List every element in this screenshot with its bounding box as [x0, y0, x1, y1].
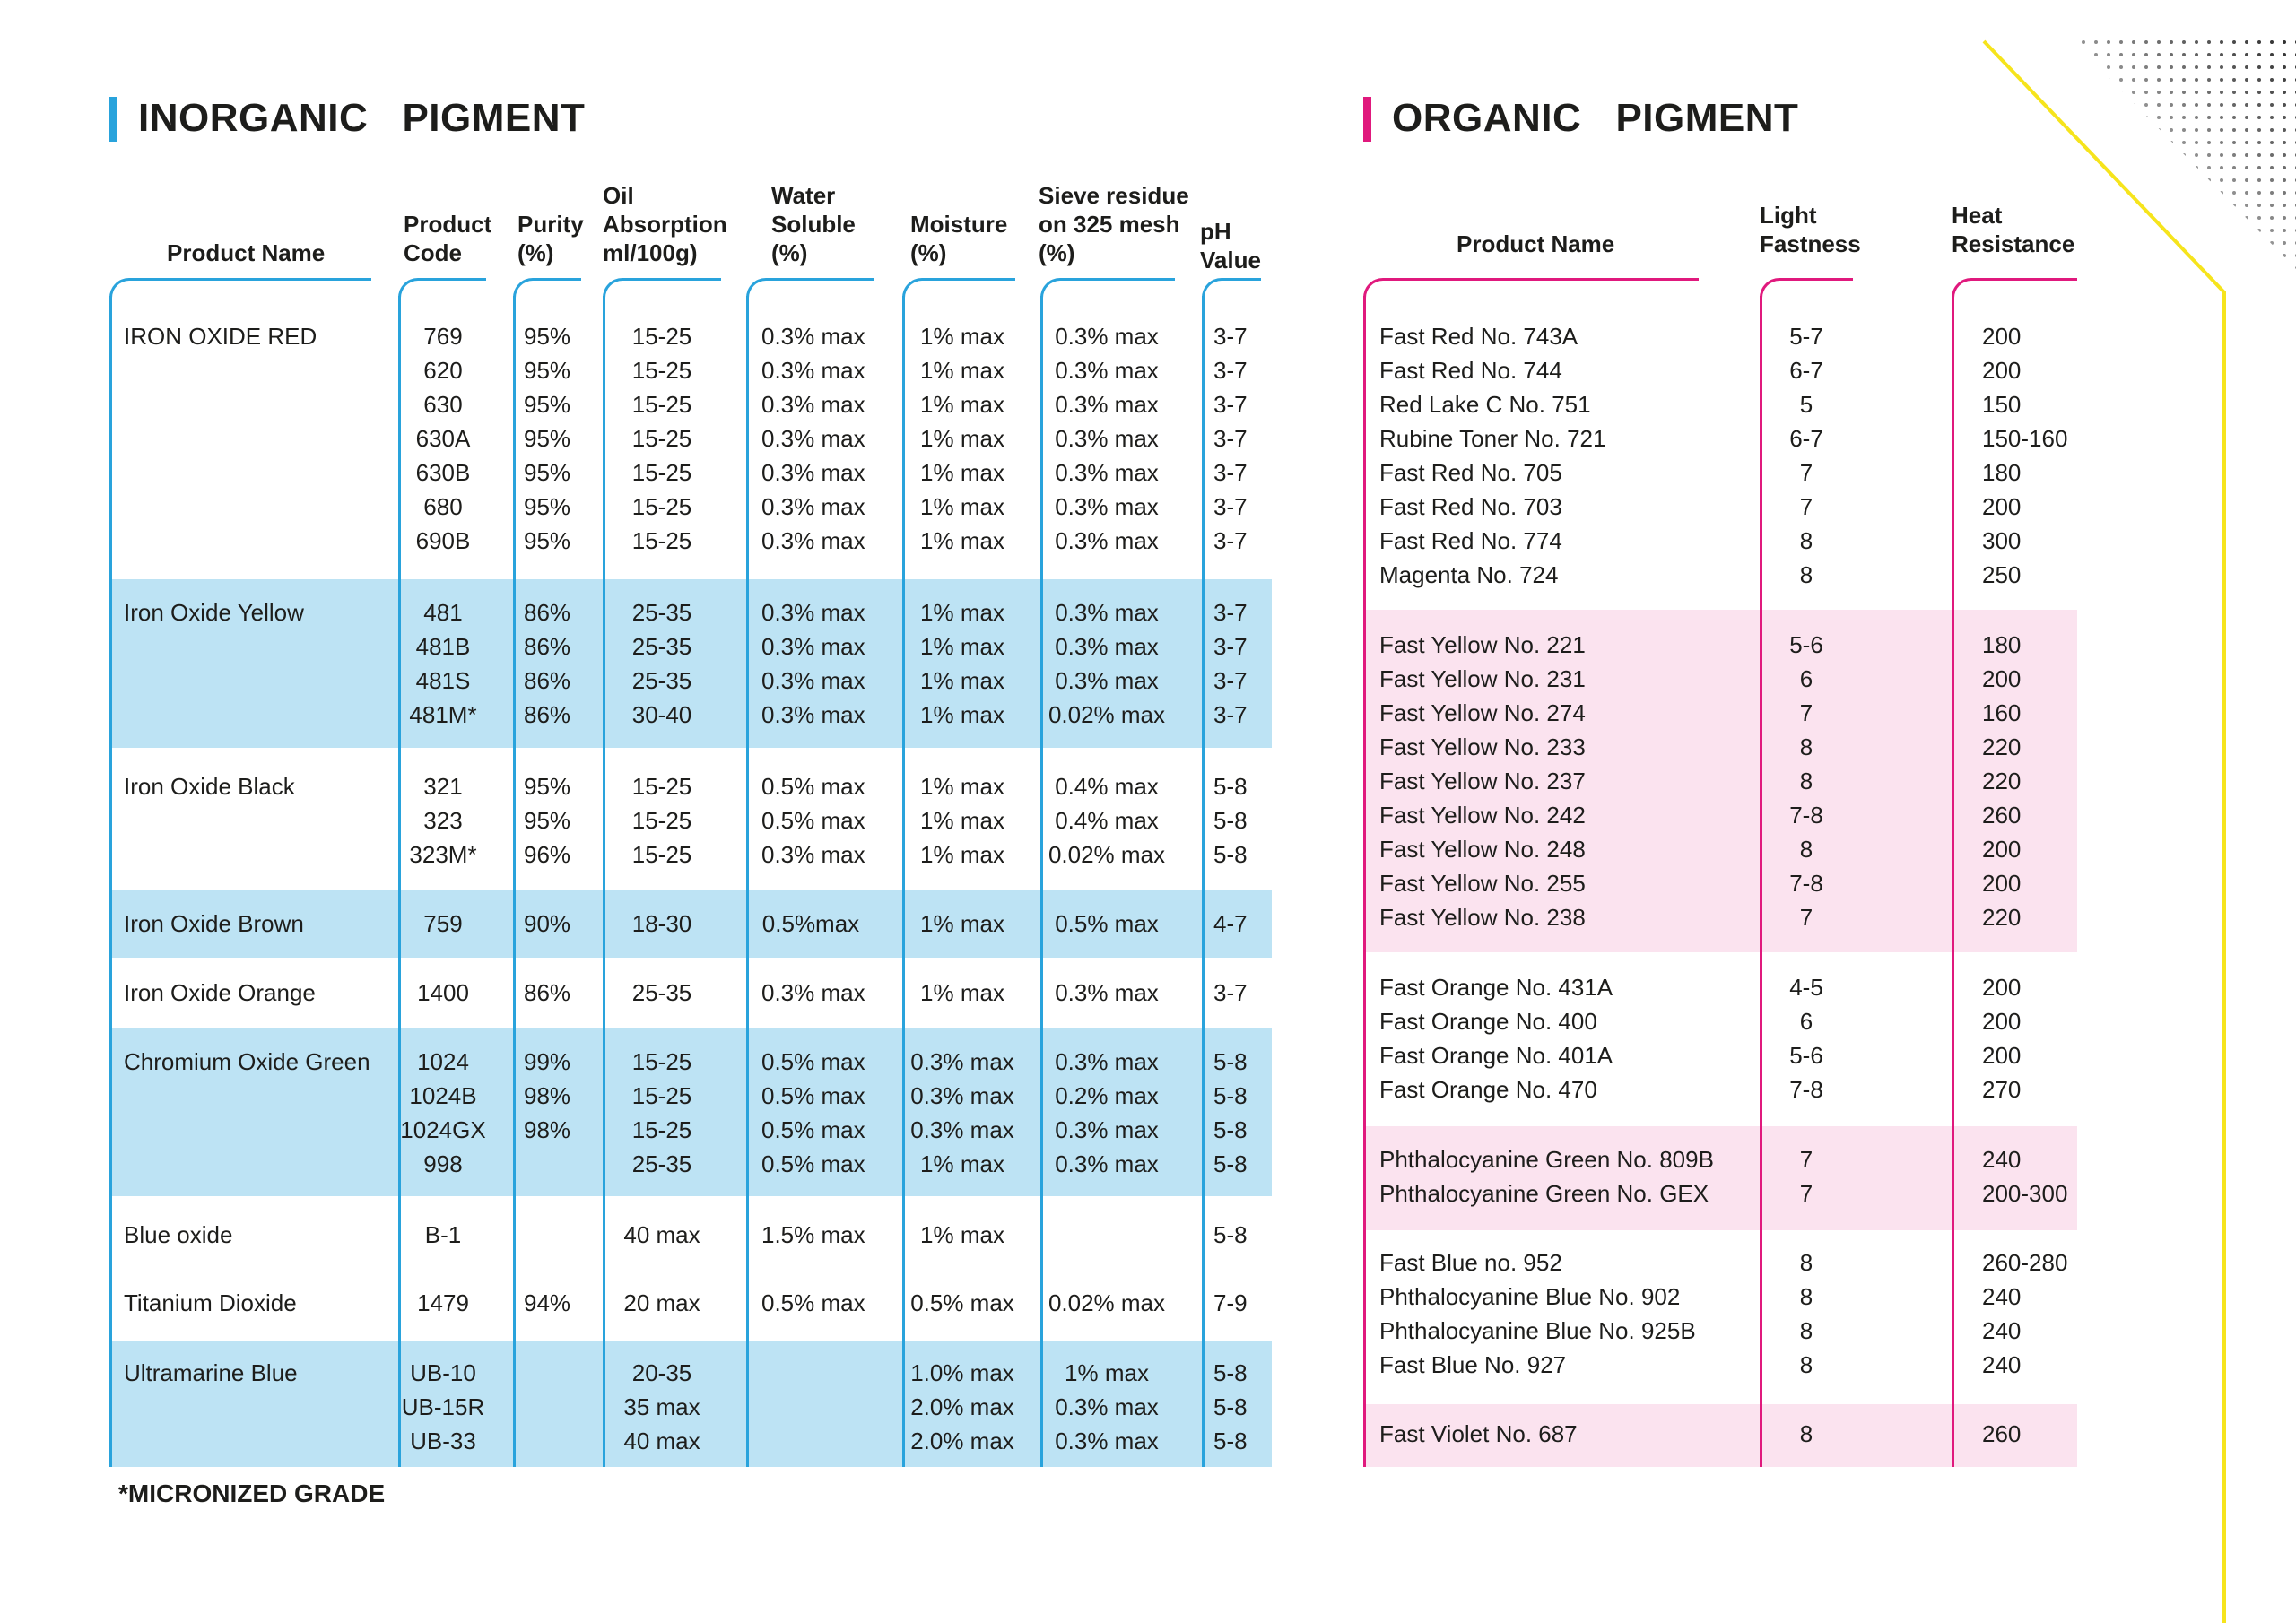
inorganic-header-moisture: Moisture (%): [910, 211, 1008, 266]
inorganic-oil-values: 25-35: [631, 979, 692, 1006]
rule-corner: [513, 278, 533, 298]
inorganic-oil-values: 20-35 35 max 40 max: [623, 1359, 700, 1454]
inorganic-water-values: 0.5%max: [761, 910, 860, 937]
rule-corner: [1363, 278, 1383, 298]
inorganic-header-ph-value: pH Value: [1200, 218, 1261, 273]
inorganic-purity-values: 86%: [524, 979, 571, 1006]
organic-product-names: Fast Red No. 743A Fast Red No. 744 Red Lake C No. 751 Rubine Toner No. 721 Fast Red No. 705 Fast Red No. 703 Fast Red No. 774 Magenta No. 724: [1379, 323, 1606, 588]
inorganic-header-water-soluble: Water Soluble (%): [771, 182, 856, 266]
rule-heat: [1952, 296, 1954, 1467]
inorganic-moisture-values: 1% max 1% max 1% max 1% max 1% max 1% max 1% max: [920, 323, 1004, 554]
rule-moisture-top: [922, 278, 1015, 281]
inorganic-sieve-values: 0.3% max: [1055, 979, 1159, 1006]
inorganic-purity-values: 99% 98% 98%: [524, 1048, 571, 1143]
rule-corner: [1760, 278, 1779, 298]
inorganic-header-product-name: Product Name: [167, 239, 326, 266]
rule-water: [746, 296, 749, 1467]
inorganic-moisture-values: 0.3% max 0.3% max 0.3% max 1% max: [910, 1048, 1014, 1177]
inorganic-purity-values: 90%: [524, 910, 571, 937]
inorganic-purity-values: 95% 95% 95% 95% 95% 95% 95%: [524, 323, 571, 554]
organic-header-heat-resistance: Heat Resistance: [1952, 202, 2075, 257]
inorganic-product-name: Iron Oxide Orange: [124, 979, 316, 1006]
organic-light-values: 8: [1799, 1420, 1813, 1447]
organic-heat-values: 240 200-300: [1982, 1146, 2068, 1207]
inorganic-sieve-values: 0.4% max 0.4% max 0.02% max: [1048, 773, 1166, 868]
organic-heat-values: 260: [1982, 1420, 2022, 1447]
organic-title: ORGANIC PIGMENT: [1392, 96, 1799, 140]
rule-product-name-left: [109, 296, 112, 1467]
inorganic-water-values: 0.3% max 0.3% max 0.3% max 0.3% max: [761, 599, 865, 728]
inorganic-product-codes: UB-10 UB-15R UB-33: [401, 1359, 485, 1454]
inorganic-moisture-values: 1% max 0.5% max: [910, 1221, 1014, 1316]
inorganic-product-codes: 1400: [417, 979, 469, 1006]
rule-oil-top: [622, 278, 721, 281]
rule-purity-top: [533, 278, 581, 281]
organic-title-accent: [1363, 97, 1371, 142]
inorganic-title: INORGANIC PIGMENT: [138, 96, 586, 140]
inorganic-ph-values: 5-8 7-9: [1213, 1221, 1248, 1316]
rule-light-top: [1779, 278, 1853, 281]
inorganic-sieve-values: 0.02% max: [1048, 1289, 1166, 1316]
rule-ph: [1202, 296, 1205, 1467]
organic-product-names: Fast Orange No. 431A Fast Orange No. 400 Fast Orange No. 401A Fast Orange No. 470: [1379, 974, 1613, 1103]
rule-corner: [109, 278, 129, 298]
organic-product-names: Fast Blue no. 952 Phthalocyanine Blue No. 902 Phthalocyanine Blue No. 925B Fast Blue No. 927: [1379, 1249, 1696, 1378]
inorganic-purity-values: 95% 95% 96%: [524, 773, 571, 868]
inorganic-header-product-code: Product Code: [404, 211, 492, 266]
rule-product-name: [129, 278, 371, 281]
rule-corner: [398, 278, 418, 298]
inorganic-moisture-values: 1% max 1% max 1% max: [920, 773, 1004, 868]
inorganic-oil-values: 15-25 15-25 15-25 15-25 15-25 15-25 15-25: [631, 323, 692, 554]
inorganic-water-values: 1.5% max 0.5% max: [761, 1221, 865, 1316]
rule-corner: [603, 278, 622, 298]
rule-sieve-top: [1060, 278, 1175, 281]
organic-header-product-name: Product Name: [1457, 230, 1615, 257]
inorganic-oil-values: 40 max 20 max: [623, 1221, 700, 1316]
inorganic-product-codes: 1024 1024B 1024GX 998: [400, 1048, 486, 1177]
inorganic-product-codes: 759: [423, 910, 463, 937]
inorganic-header-sieve-residue: Sieve residue on 325 mesh (%): [1039, 182, 1189, 266]
halftone-dots: [2045, 36, 2296, 287]
organic-light-values: 5-6 6 7 8 8 7-8 8 7-8 7: [1789, 631, 1823, 931]
inorganic-product-codes: 321 323 323M*: [409, 773, 477, 868]
organic-heat-values: 260-280 240 240 240: [1982, 1249, 2068, 1378]
inorganic-oil-values: 18-30: [631, 910, 692, 937]
inorganic-ph-values: 3-7: [1213, 979, 1248, 1006]
inorganic-sieve-values: 0.3% max 0.3% max 0.3% max 0.3% max 0.3% max 0.3% max 0.3% max: [1055, 323, 1159, 554]
inorganic-product-name: IRON OXIDE RED: [124, 323, 317, 350]
rule-org-name-top: [1383, 278, 1699, 281]
inorganic-product-codes: B-1 1479: [417, 1221, 469, 1316]
inorganic-product-name: Iron Oxide Brown: [124, 910, 304, 937]
rule-corner: [1202, 278, 1222, 298]
rule-ph-top: [1222, 278, 1261, 281]
organic-light-values: 4-5 6 5-6 7-8: [1789, 974, 1823, 1103]
inorganic-sieve-values: 0.3% max 0.2% max 0.3% max 0.3% max: [1055, 1048, 1159, 1177]
organic-heat-values: 200 200 150 150-160 180 200 300 250: [1982, 323, 2068, 588]
rule-corner: [746, 278, 766, 298]
rule-heat-top: [1971, 278, 2077, 281]
inorganic-moisture-values: 1% max 1% max 1% max 1% max: [920, 599, 1004, 728]
inorganic-sieve-values: 1% max 0.3% max 0.3% max: [1055, 1359, 1159, 1454]
inorganic-oil-values: 25-35 25-35 25-35 30-40: [631, 599, 692, 728]
rule-purity: [513, 296, 516, 1467]
inorganic-water-values: 0.3% max 0.3% max 0.3% max 0.3% max 0.3% max 0.3% max 0.3% max: [761, 323, 865, 554]
organic-product-names: Fast Yellow No. 221 Fast Yellow No. 231 Fast Yellow No. 274 Fast Yellow No. 233 Fast Yellow No. 237 Fast Yellow No. 242 Fast Yellow No. 248 Fast Yellow No. 255 Fast Yellow No. 238: [1379, 631, 1586, 931]
organic-light-values: 7 7: [1799, 1146, 1813, 1207]
inorganic-product-name: Iron Oxide Black: [124, 773, 295, 800]
organic-heat-values: 200 200 200 270: [1982, 974, 2022, 1103]
inorganic-purity-values: 94%: [524, 1289, 571, 1316]
inorganic-product-name: Ultramarine Blue: [124, 1359, 298, 1386]
inorganic-oil-values: 15-25 15-25 15-25: [631, 773, 692, 868]
organic-light-values: 5-7 6-7 5 6-7 7 7 8 8: [1789, 323, 1823, 588]
inorganic-product-codes: 481 481B 481S 481M*: [409, 599, 477, 728]
organic-product-names: Phthalocyanine Green No. 809B Phthalocyanine Green No. GEX: [1379, 1146, 1714, 1207]
rule-corner: [1040, 278, 1060, 298]
organic-light-values: 8 8 8 8: [1799, 1249, 1813, 1378]
rule-org-name: [1363, 296, 1366, 1467]
inorganic-water-values: 0.3% max: [761, 979, 865, 1006]
inorganic-moisture-values: 1% max: [920, 910, 1004, 937]
inorganic-sieve-values: 0.5% max: [1055, 910, 1159, 937]
inorganic-product-codes: 769 620 630 630A 630B 680 690B: [415, 323, 471, 554]
rule-code-top: [418, 278, 486, 281]
inorganic-ph-values: 3-7 3-7 3-7 3-7: [1213, 599, 1248, 728]
organic-header-light-fastness: Light Fastness: [1760, 202, 1861, 257]
inorganic-moisture-values: 1% max: [920, 979, 1004, 1006]
inorganic-product-name: Chromium Oxide Green: [124, 1048, 370, 1075]
footnote-micronized: *MICRONIZED GRADE: [118, 1480, 386, 1507]
inorganic-ph-values: 5-8 5-8 5-8: [1213, 773, 1248, 868]
inorganic-sieve-values: 0.3% max 0.3% max 0.3% max 0.02% max: [1048, 599, 1166, 728]
rule-water-top: [766, 278, 874, 281]
inorganic-ph-values: 5-8 5-8 5-8: [1213, 1359, 1248, 1454]
inorganic-purity-values: 86% 86% 86% 86%: [524, 599, 571, 728]
inorganic-ph-values: 5-8 5-8 5-8 5-8: [1213, 1048, 1248, 1177]
inorganic-header-purity: Purity (%): [517, 211, 584, 266]
inorganic-ph-values: 3-7 3-7 3-7 3-7 3-7 3-7 3-7: [1213, 323, 1248, 554]
rule-corner: [902, 278, 922, 298]
inorganic-header-oil-absorption: Oil Absorption ml/100g): [603, 182, 727, 266]
inorganic-product-name: Blue oxide Titanium Dioxide: [124, 1221, 297, 1316]
inorganic-water-values: 0.5% max 0.5% max 0.3% max: [761, 773, 865, 868]
inorganic-ph-values: 4-7: [1213, 910, 1248, 937]
inorganic-title-accent: [109, 97, 117, 142]
inorganic-moisture-values: 1.0% max 2.0% max 2.0% max: [910, 1359, 1014, 1454]
rule-light: [1760, 296, 1762, 1467]
inorganic-product-name: Iron Oxide Yellow: [124, 599, 304, 626]
organic-product-names: Fast Violet No. 687: [1379, 1420, 1578, 1447]
inorganic-water-values: 0.5% max 0.5% max 0.5% max 0.5% max: [761, 1048, 865, 1177]
organic-heat-values: 180 200 160 220 220 260 200 200 220: [1982, 631, 2022, 931]
inorganic-oil-values: 15-25 15-25 15-25 25-35: [631, 1048, 692, 1177]
